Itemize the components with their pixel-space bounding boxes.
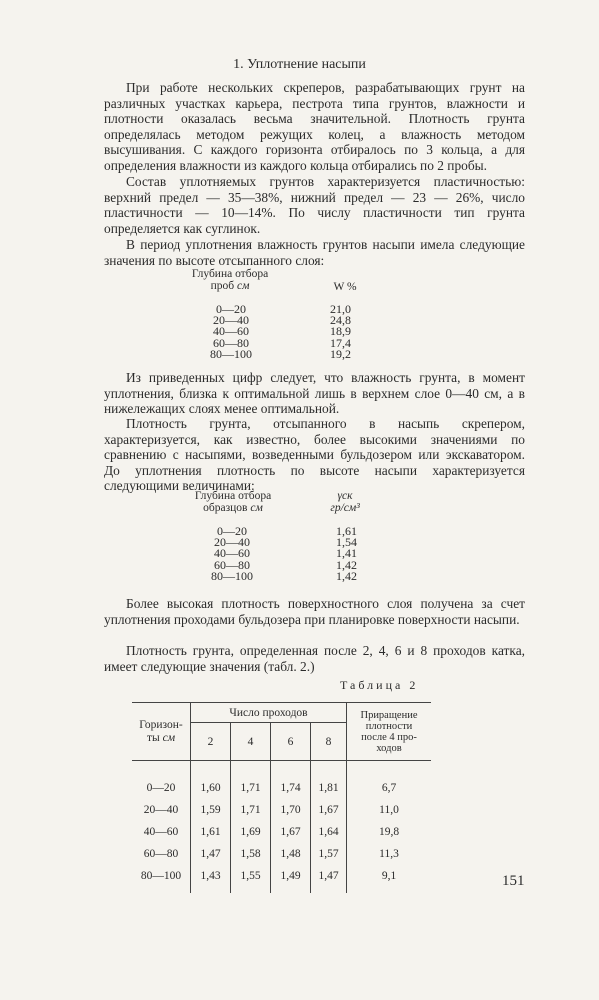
depth-cell: 80—100	[210, 346, 252, 361]
header-pass-2: 2	[191, 723, 231, 761]
paragraph-text: Из приведенных цифр следует, что влажность грунта, в момент уплотнения, близка к оптимальной лишь в верхнем слое 0—40 см, а в нижележащих слоях менее оптимальной.	[104, 370, 525, 416]
value-cell: 1,60	[191, 777, 231, 799]
depth-cell: 0—20	[216, 302, 246, 316]
paragraph-density-intro	[104, 416, 525, 494]
table-row	[132, 799, 431, 821]
table-row	[132, 865, 431, 887]
value-cell: 1,47	[318, 869, 339, 882]
depth-cell: 40—60	[214, 546, 250, 561]
page-number: 151	[502, 873, 525, 889]
horizon-cell: 40—60	[132, 821, 191, 843]
value-cell: 1,42	[336, 557, 357, 572]
value-cell: 18,9	[330, 324, 351, 339]
density-depth-column	[203, 526, 261, 582]
paragraph-text: Состав уплотняемых грунтов характеризуется пластичностью: верхний предел — 35—38%, нижний предел — 23 — 26%, число пластичности — 10—14%. По числу пластичности тип грунта определяется как суглинок.	[104, 174, 525, 236]
depth-cell: 60—80	[213, 335, 249, 350]
paragraph-surface-density	[104, 596, 525, 627]
table-row	[132, 821, 431, 843]
density-table	[183, 490, 403, 586]
table-header-row	[132, 703, 431, 723]
value-cell: 1,47	[191, 843, 231, 865]
value-cell: 1,61	[336, 524, 357, 538]
table-2	[132, 702, 431, 893]
table-caption: Таблица 2	[340, 678, 419, 692]
value-cell: 1,59	[191, 799, 231, 821]
moisture-table	[180, 268, 400, 364]
paragraph-text: Плотность грунта, отсыпанного в насыпь скрепером, характеризуется, как известно, более высокими значениями по сравнению с насыпями, возведенными бульдозером или экскаватором. До уплотнения плотность по высоте насыпи характеризуется следующими величинами:	[104, 416, 525, 493]
value-cell: 1,57	[318, 847, 339, 860]
depth-cell: 20—40	[214, 535, 250, 550]
value-cell: 1,67	[318, 803, 339, 816]
value-cell: 21,0	[330, 302, 351, 316]
value-cell: 17,4	[330, 335, 351, 350]
value-cell: 1,74	[271, 777, 311, 799]
value-cell: 1,54	[336, 535, 357, 550]
paragraph-scrapers	[104, 80, 525, 173]
increment-cell: 11,0	[347, 799, 432, 821]
value-cell: 1,70	[271, 799, 311, 821]
moisture-value-column	[330, 304, 370, 360]
depth-cell: 0—20	[217, 524, 247, 538]
depth-cell: 40—60	[213, 324, 249, 339]
paragraph-text: При работе нескольких скреперов, разрабатывающих грунт на различных участках карьера, пестрота типа грунтов, влажности и плотности оказалась весьма значительной. Плотность грунта определялась методом режущих колец, а влажность методом высушивания. С каждого горизонта отбиралось по 3 кольца, а для определения влажности из каждого кольца отбирались по 2 пробы.	[104, 80, 525, 173]
value-cell: 24,8	[330, 313, 351, 328]
value-cell: 1,64	[318, 825, 339, 838]
moisture-depth-column	[202, 304, 260, 360]
value-cell: 1,71	[231, 777, 271, 799]
header-pass-8: 8	[311, 723, 347, 761]
moisture-header-value: W %	[333, 281, 357, 293]
header-pass-4: 4	[231, 723, 271, 761]
value-cell: 1,49	[271, 865, 311, 887]
header-passes: Число проходов	[191, 703, 347, 723]
value-cell: 1,55	[231, 865, 271, 887]
value-cell: 1,58	[231, 843, 271, 865]
density-value-column	[336, 526, 376, 582]
horizon-cell: 0—20	[132, 777, 191, 799]
value-cell: 1,48	[271, 843, 311, 865]
section-heading: 1. Уплотнение насыпи	[233, 57, 366, 72]
paragraph-roller-passes	[104, 643, 525, 674]
value-cell: 1,67	[271, 821, 311, 843]
header-pass-6: 6	[271, 723, 311, 761]
table-row	[132, 843, 431, 865]
paragraph-text: Плотность грунта, определенная после 2, 4, 6 и 8 проходов катка, имеет следующие значения (табл. 2.)	[104, 643, 525, 674]
paragraph-moisture-intro	[104, 237, 525, 268]
increment-cell: 6,7	[347, 777, 432, 799]
moisture-header-depth: Глубина отбора проб см	[191, 268, 269, 292]
increment-cell: 11,3	[347, 843, 432, 865]
depth-cell: 20—40	[213, 313, 249, 328]
value-cell: 1,61	[191, 821, 231, 843]
header-increment: Приращение плотности после 4 про- ходов	[347, 703, 432, 761]
value-cell: 1,41	[336, 546, 357, 561]
value-cell: 1,69	[231, 821, 271, 843]
density-header-depth: Глубина отбора образцов см	[194, 490, 272, 514]
increment-cell: 9,1	[347, 865, 432, 887]
value-cell: 1,81	[318, 781, 339, 794]
paragraph-text: В период уплотнения влажность грунтов насыпи имела следующие значения по высоте отсыпанного слоя:	[104, 237, 525, 268]
horizon-cell: 80—100	[132, 865, 191, 887]
horizon-cell: 20—40	[132, 799, 191, 821]
paragraph-moisture-conclusion	[104, 370, 525, 417]
table-row	[132, 777, 431, 799]
paragraph-text: Более высокая плотность поверхностного слоя получена за счет уплотнения проходами бульдозера при планировке поверхности насыпи.	[104, 596, 525, 627]
value-cell: 1,71	[231, 799, 271, 821]
horizon-cell: 60—80	[132, 843, 191, 865]
value-cell: 1,42	[336, 568, 357, 583]
depth-cell: 80—100	[211, 568, 253, 583]
header-horizon: Горизон- ты см	[132, 703, 191, 761]
value-cell: 19,2	[330, 346, 351, 361]
increment-cell: 19,8	[347, 821, 432, 843]
density-header-value: γск гр/см³	[330, 490, 360, 514]
paragraph-plasticity	[104, 174, 525, 236]
depth-cell: 60—80	[214, 557, 250, 572]
value-cell: 1,43	[191, 865, 231, 887]
